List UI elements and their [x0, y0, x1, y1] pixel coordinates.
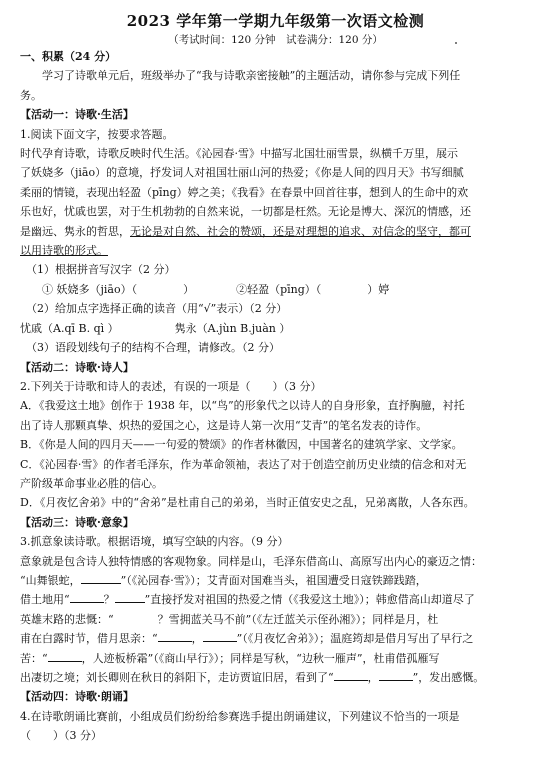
passage-line-4: 乐也好，忧戚也罢，对于生机勃勃的自然来说，一切都是枉然。无论是博大、深沉的情感，还 — [20, 205, 471, 219]
activity-3-title: 【活动三：诗歌·意象】 — [20, 515, 134, 529]
imagery-text: 甫在白露时节，借月思亲：“ — [20, 632, 158, 646]
subquestion-2: （2）给加点字选择正确的读音（用“√”表示）（2 分） — [26, 302, 288, 316]
intro-line-2: 务。 — [20, 88, 42, 102]
passage-line-5 — [20, 222, 531, 241]
imagery-line-2 — [20, 571, 531, 590]
fill-blank[interactable] — [81, 571, 121, 584]
imagery-line-1: 意象就是包含诗人独特情感的客观物象。同样是山，毛泽东借高山、高原写出内心的豪迈之情： — [20, 554, 482, 568]
imagery-text: ”直接抒发对祖国的热爱之情（《我爱这土地》）；韩愈借高山却道尽了 — [144, 593, 475, 607]
exam-title: 2023 学年第一学期九年级第一次语文检测 — [126, 12, 425, 30]
option-c-line-2: 产阶级革命事业必胜的信心。 — [20, 476, 163, 490]
activity-1-title: 【活动一：诗歌·生活】 — [20, 108, 134, 122]
imagery-text: 出凄切之境；刘长卿则在秋日的斜阳下，走访贾谊旧居，看到了“ — [20, 671, 334, 684]
passage-line-2: 了妖娆多（jiāo）的意境，抒发词人对祖国壮丽山河的热爱；《你是人间的四月天》书写细腻 — [20, 166, 464, 180]
activity-2-title: 【活动二：诗歌·诗人】 — [20, 360, 134, 374]
imagery-line-6 — [20, 649, 531, 668]
imagery-line-7 — [20, 668, 531, 687]
exam-subtitle: （考试时间：120 分钟 试卷满分：120 分） — [168, 34, 383, 46]
question-2: 2.下列关于诗歌和诗人的表述，有误的一项是（ ）（3 分） — [20, 379, 322, 393]
underlined-sentence-b: 以用诗歌的形式。 — [20, 244, 108, 258]
option-c-line-1: C．《沁园春·雪》的作者毛泽东，作为革命领袖，表达了对于创造空前历史业绩的信念和对无 — [20, 457, 467, 471]
intro-line-1: 学习了诗歌单元后，班级举办了“我与诗歌亲密接触”的主题活动，请你参与完成下列任 — [42, 69, 461, 83]
fill-blank[interactable] — [70, 590, 104, 603]
option-d: D．《月夜忆舍弟》中的“舍弟”是杜甫自己的弟弟，当时正值安史之乱，兄弟离散，人各东西。 — [20, 496, 475, 510]
passage-line-3: 柔丽的情镜，表现出轻盈（pīng）婷之美；《我看》在春景中回首往事，想到人的生命中的欢 — [20, 185, 469, 199]
imagery-text: ”，发出感慨。 — [412, 671, 485, 684]
subquestion-1: （1）根据拼音写汉字（2 分） — [26, 263, 176, 277]
fill-blank[interactable] — [203, 629, 237, 642]
option-juanyong[interactable]: 隽永（A.jùn B.juàn ） — [174, 321, 291, 335]
subquestion-1-items — [20, 280, 531, 299]
fill-blank[interactable] — [334, 668, 368, 681]
option-b: B．《你是人间的四月天——一句爱的赞颂》的作者林徽因，中国著名的建筑学家、文学家。 — [20, 438, 463, 452]
question-4-answer: （ ）（3 分） — [20, 729, 102, 743]
imagery-text: ”（《沁园春·雪》）；艾青面对国难当头，祖国遭受日寇铁蹄践踏， — [120, 573, 427, 587]
imagery-text: ？ — [103, 593, 115, 607]
question-4: 4.在诗歌朗诵比赛前，小组成员们纷纷给参赛选手提出朗诵建议，下列建议不恰当的一项是 — [20, 709, 460, 723]
option-a-line-2: 出了诗人那颗真挚、炽热的爱国之心，这是诗人第一次用“艾青”的笔名发表的诗作。 — [20, 418, 428, 432]
imagery-text: 苦：“ — [20, 651, 48, 665]
item-b-close: ）婷 — [367, 282, 390, 296]
fill-blank[interactable] — [379, 668, 413, 681]
passage-line-5-a: 是幽远、隽永的哲思， — [20, 224, 130, 238]
item-a-close: ） — [183, 282, 195, 296]
item-a-prefix: ① 妖娆多（jiāo）（ — [42, 282, 138, 296]
question-3: 3.抓意象读诗歌。根据语境，填写空缺的内容。（9 分） — [20, 535, 289, 549]
item-b-prefix: ②轻盈（pīng）（ — [236, 282, 322, 296]
imagery-text: ， — [367, 671, 379, 684]
option-a-line-1: A．《我爱这土地》创作于 1938 年，以“鸟”的形象代之以诗人的自身形象，直抒胸臆，衬托 — [20, 399, 465, 413]
imagery-line-5 — [20, 629, 531, 648]
imagery-text: “山舞银蛇， — [20, 573, 81, 587]
imagery-line-4: 英雄末路的悲慨：“ ？雪拥蓝关马不前”（《左迁蓝关示侄孙湘》）；同样是月，杜 — [20, 612, 439, 626]
fill-blank[interactable] — [115, 590, 145, 603]
subquestion-3: （3）语段划线句子的结构不合理，请修改。（2 分） — [26, 341, 280, 355]
imagery-text: ，人迹板桥霜”（《商山早行》）；同样是写秋，“边秋一雁声”，杜甫借孤雁写 — [81, 651, 440, 665]
question-1: 1.阅读下面文字，按要求答题。 — [20, 127, 174, 141]
imagery-line-3 — [20, 590, 531, 609]
fill-blank[interactable] — [158, 629, 192, 642]
section-heading: 一、积累（24 分） — [20, 50, 117, 63]
imagery-text: 借土地用“ — [20, 593, 70, 607]
activity-4-title: 【活动四：诗歌·朗诵】 — [20, 690, 134, 704]
option-youqi[interactable]: 忧戚（A.qī B. qì ） — [20, 321, 119, 335]
underlined-sentence-a: 无论是对自然、社会的赞颂，还是对理想的追求、对信念的坚守，都可 — [130, 224, 471, 238]
passage-line-1: 时代孕育诗歌，诗歌反映时代生活。《沁园春·雪》中描写北国壮丽雪景，纵横千万里，展示 — [20, 147, 458, 161]
passage-line-6 — [20, 241, 531, 260]
subquestion-2-options — [20, 319, 531, 338]
imagery-text: ， — [191, 632, 203, 646]
speck-mark — [455, 42, 457, 44]
imagery-text: ”（《月夜忆舍弟》）；温庭筠却是借月写出了早行之 — [236, 632, 474, 646]
fill-blank[interactable] — [48, 649, 82, 662]
